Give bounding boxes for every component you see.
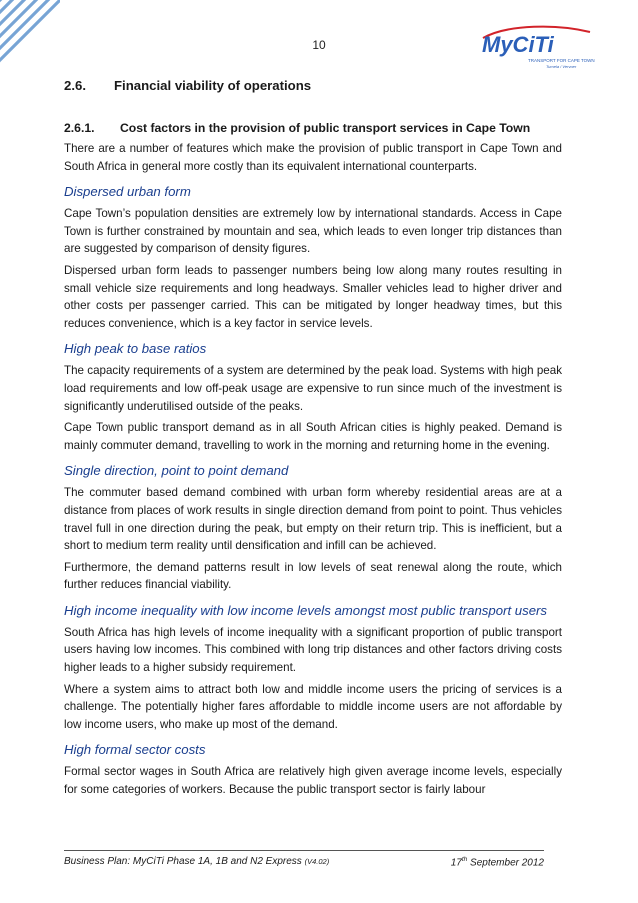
logo-wordmark: MyCiTi	[482, 32, 554, 57]
body-paragraph: Formal sector wages in South Africa are relatively high given average income levels, especially for some categories of workers. Because the public transport sector is fairly labour	[64, 765, 562, 797]
section-number: 2.6.	[64, 78, 86, 93]
page-footer	[64, 856, 544, 870]
block-income-inequality	[64, 601, 562, 734]
section-heading	[64, 76, 562, 96]
subsection-number: 2.6.1.	[64, 121, 95, 135]
body-paragraph: South Africa has high levels of income inequality with a significant proportion of public transport users having low incomes. This combined with long trip distances and other factors driving costs higher leads to a higher subsidy requirement.	[64, 625, 562, 675]
page-content	[64, 76, 562, 799]
body-paragraph: Furthermore, the demand patterns result in low levels of seat renewal along the route, which further reduces financial viability.	[64, 560, 562, 592]
block-heading: High peak to base ratios	[64, 341, 207, 357]
body-paragraph: The capacity requirements of a system are determined by the peak load. Systems with high peak load requirements and low off-peak usage are expensive to run since much of the investment is significantly underutilised outside of the peaks.	[64, 364, 562, 413]
footer-date-day: 17	[450, 857, 462, 869]
intro-paragraph: There are a number of features which make the provision of public transport in Cape Town and South Africa in general more costly than its equivalent international counterparts.	[64, 142, 562, 173]
body-paragraph: Dispersed urban form leads to passenger numbers being low along many routes resulting in small vehicle size requirements and long headways. Smaller vehicles lead to higher driver and other costs per passenger carried. This can be mitigated by longer headway times, but this reduces convenience, which is a key factor in service levels.	[64, 263, 562, 330]
footer-divider	[64, 850, 544, 851]
block-high-peak-to-base	[64, 339, 562, 454]
block-heading: Single direction, point to point demand	[64, 463, 289, 479]
subsection-heading	[64, 118, 562, 138]
body-paragraph: Where a system aims to attract both low and middle income users the pricing of services is a challenge. The potentially higher fares affordable to middle income users are not affordable by low income users, who make up most of the demand.	[64, 682, 562, 731]
block-heading: Dispersed urban form	[64, 184, 191, 200]
block-single-direction	[64, 461, 562, 594]
myciti-logo	[478, 22, 598, 72]
footer-version: (V4.02)	[304, 857, 330, 866]
body-paragraph: Cape Town’s population densities are extremely low by international standards. Access in Cape Town is further constrained by mountain and sea, which leads to even longer trip distances than are suggested by comparison of density figures.	[64, 207, 562, 256]
footer-date-rest: September 2012	[470, 857, 544, 869]
block-heading: High income inequality with low income levels amongst most public transport users	[64, 602, 548, 618]
block-formal-sector-costs	[64, 740, 562, 798]
page-number: 10	[312, 38, 326, 52]
block-dispersed-urban-form	[64, 182, 562, 332]
footer-document-title: Business Plan: MyCiTi Phase 1A, 1B and N2 Express	[64, 856, 302, 867]
subsection-title: Cost factors in the provision of public transport services in Cape Town	[120, 121, 531, 135]
body-paragraph: The commuter based demand combined with urban form whereby residential areas are at a distance from places of work results in single direction demand from point to point. Thus vehicles travel full in one direction during the peak, but empty on their return trip. This is inefficient, but a short to medium term reality until densification and infill can be achieved.	[64, 486, 562, 553]
logo-subtagline: Tumela / Vervoer	[546, 64, 577, 69]
body-paragraph: Cape Town public transport demand as in all South African cities is highly peaked. Demand is mainly commuter demand, travelling to work in the morning and returning home in the evening.	[64, 421, 562, 452]
logo-tagline: TRANSPORT FOR CAPE TOWN	[528, 58, 595, 63]
block-heading: High formal sector costs	[64, 742, 206, 758]
footer-date	[451, 856, 544, 868]
footer-date-suffix: th	[461, 856, 468, 863]
section-title: Financial viability of operations	[114, 78, 312, 93]
